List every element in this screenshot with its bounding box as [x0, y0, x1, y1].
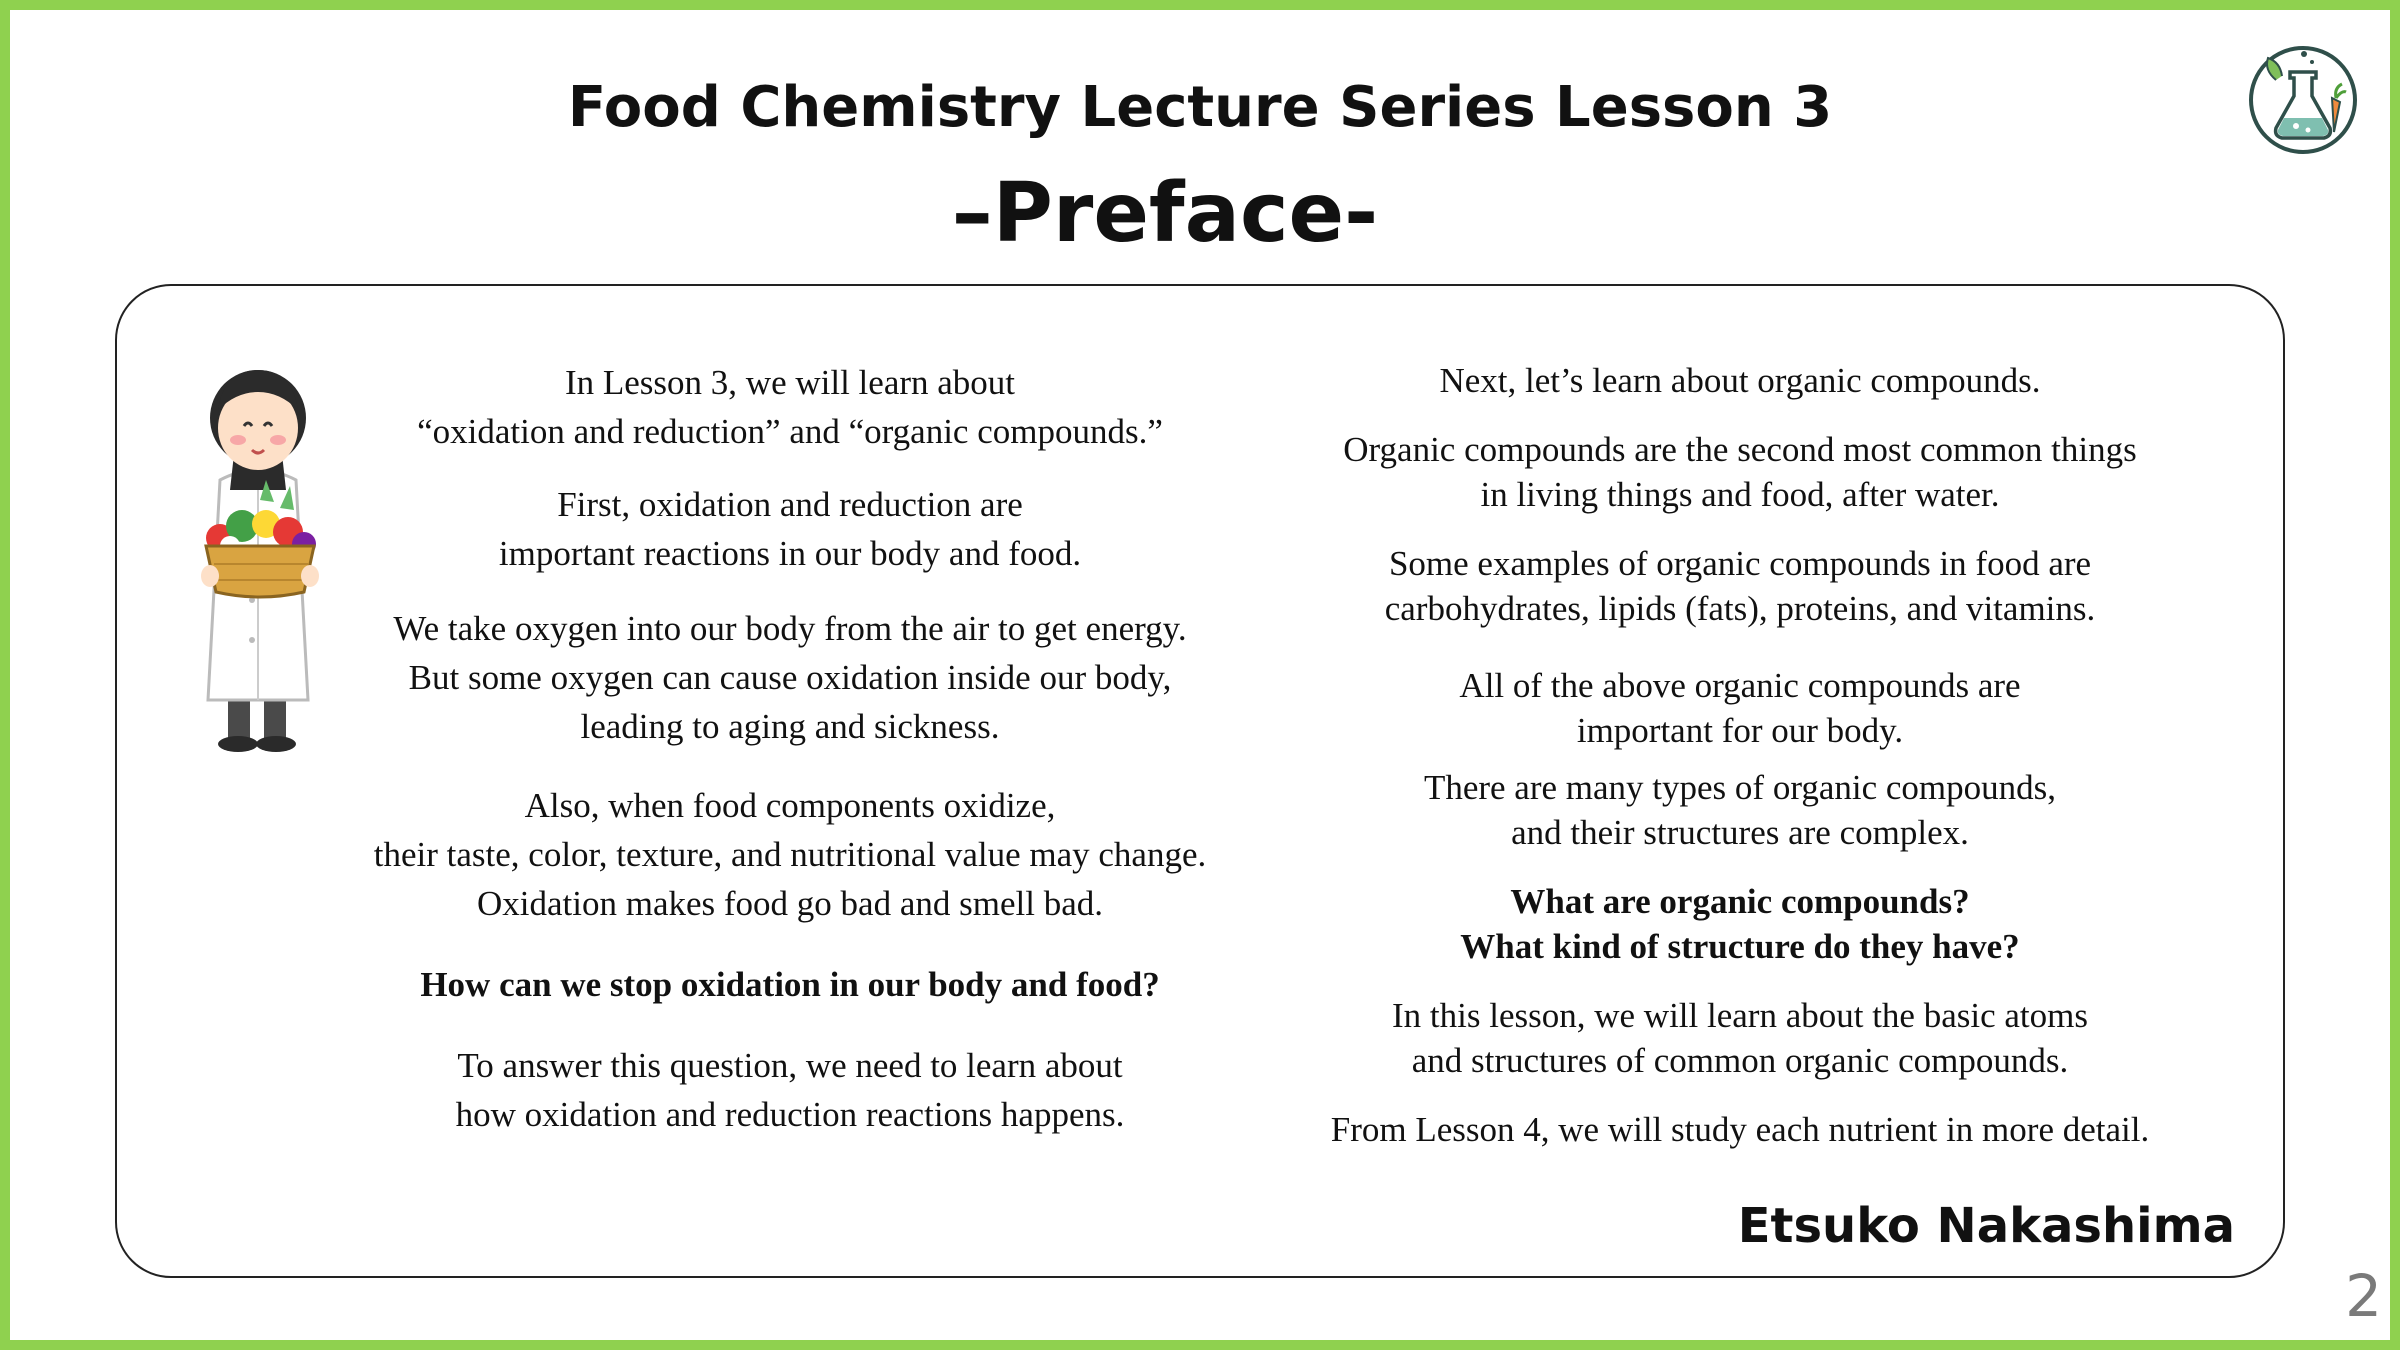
text-line: how oxidation and reduction reactions happens.	[455, 1095, 1125, 1134]
text-line: Also, when food components oxidize,	[524, 786, 1056, 825]
text-line: Organic compounds are the second most common things	[1343, 430, 2137, 469]
text-line: But some oxygen can cause oxidation inside our body,	[408, 658, 1172, 697]
text-line: their taste, color, texture, and nutritional value may change.	[373, 835, 1207, 874]
text-line: We take oxygen into our body from the air to get energy.	[393, 609, 1187, 648]
key-question	[330, 960, 1250, 1009]
slide-title: Food Chemistry Lecture Series Lesson 3	[567, 75, 1833, 140]
text-line: and structures of common organic compounds.	[1411, 1041, 2069, 1080]
text-line: Oxidation makes food go bad and smell bad.	[477, 884, 1103, 923]
key-question	[1270, 879, 2210, 969]
left-column	[330, 358, 1250, 1139]
text-line: Some examples of organic compounds in food are	[1388, 544, 2092, 583]
paragraph	[1270, 663, 2210, 753]
paragraph	[330, 604, 1250, 751]
slide-subtitle: –Preface-	[951, 166, 1379, 261]
paragraph	[330, 480, 1250, 578]
text-line: What kind of structure do they have?	[1460, 927, 2020, 966]
text-line: leading to aging and sickness.	[580, 707, 1000, 746]
text-line: To answer this question, we need to learn about	[457, 1046, 1123, 1085]
paragraph	[330, 781, 1250, 928]
paragraph	[1270, 427, 2210, 517]
text-line: in living things and food, after water.	[1480, 475, 2000, 514]
right-column	[1270, 358, 2210, 1152]
text-line: important reactions in our body and food.	[498, 534, 1082, 573]
text-line: “oxidation and reduction” and “organic compounds.”	[417, 412, 1163, 451]
text-line: How can we stop oxidation in our body and food?	[420, 965, 1160, 1004]
page-number: 2	[2345, 1262, 2382, 1330]
text-line: carbohydrates, lipids (fats), proteins, and vitamins.	[1384, 589, 2096, 628]
lab-flask-vegetables-icon	[2246, 40, 2360, 156]
paragraph	[1270, 541, 2210, 631]
paragraph	[330, 358, 1250, 456]
text-line: important for our body.	[1576, 711, 1904, 750]
paragraph	[1270, 358, 2210, 403]
text-line: First, oxidation and reduction are	[557, 485, 1023, 524]
text-line: and their structures are complex.	[1511, 813, 1969, 852]
text-line: From Lesson 4, we will study each nutrient in more detail.	[1330, 1110, 2150, 1149]
paragraph	[330, 1041, 1250, 1139]
text-line: Next, let’s learn about organic compounds.	[1439, 361, 2041, 400]
paragraph	[1270, 993, 2210, 1083]
text-line: There are many types of organic compounds,	[1423, 768, 2057, 807]
text-line: In Lesson 3, we will learn about	[564, 363, 1016, 402]
text-line: All of the above organic compounds are	[1459, 666, 2021, 705]
author-name: Etsuko Nakashima	[1737, 1198, 2235, 1254]
text-line: What are organic compounds?	[1510, 882, 1970, 921]
scientist-with-vegetable-basket-icon	[180, 340, 340, 765]
paragraph	[1270, 765, 2210, 855]
paragraph	[1270, 1107, 2210, 1152]
text-line: In this lesson, we will learn about the basic atoms	[1392, 996, 2088, 1035]
